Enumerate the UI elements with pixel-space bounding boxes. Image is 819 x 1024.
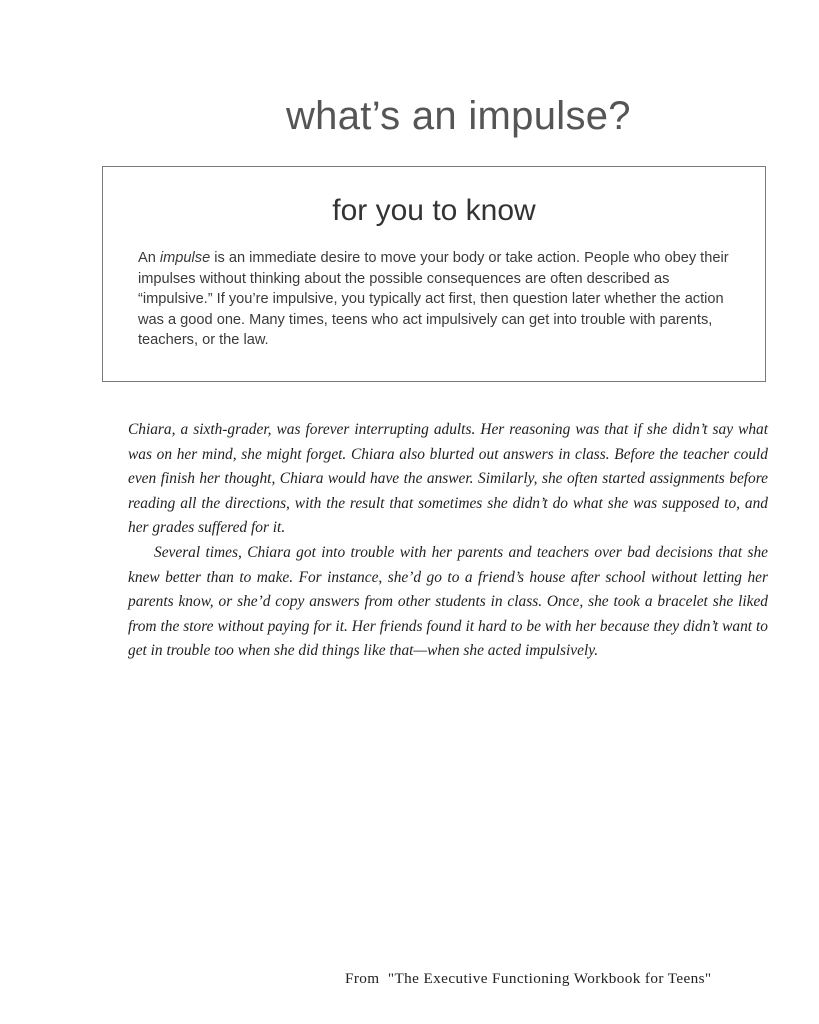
for-you-to-know-box <box>102 166 766 382</box>
page-title: what’s an impulse? <box>286 93 631 138</box>
story-paragraph: Several times, Chiara got into trouble with her parents and teachers over bad decisions that she knew better than to make. For instance, she’d go to a friend’s house after school without letting her parents know, or she’d copy answers from other students in class. Once, she took a bracelet she liked from the store without paying for it. Her friends found it hard to be with her because they didn’t want to get in trouble too when she did things like that—when she acted impulsively. <box>128 543 768 660</box>
box-heading: for you to know <box>332 194 536 227</box>
box-body-term: impulse <box>159 250 211 266</box>
source-footer: From "The Executive Functioning Workbook for Teens" <box>345 970 712 987</box>
box-body-prefix: An <box>138 250 160 266</box>
story-paragraph: Chiara, a sixth-grader, was forever interrupting adults. Her reasoning was that if she didn’t say what was on her mind, she might forget. Chiara also blurted out answers in class. Before the teacher could even finish her thought, Chiara would have the answer. Similarly, she often started assignments before reading all the directions, with the result that sometimes she didn’t do what she was supposed to, and her grades suffered for it. <box>128 421 768 537</box>
story-text <box>128 418 768 664</box>
box-body-rest: is an immediate desire to move your body or take action. People who obey their impulses without thinking about the possible consequences are often described as “impulsive.” If you’re impulsive, you typically act first, then question later whether the action was a good one. Many times, teens who act impulsively can get into trouble with parents, teachers, or the law. <box>138 250 729 348</box>
box-body <box>138 248 738 351</box>
